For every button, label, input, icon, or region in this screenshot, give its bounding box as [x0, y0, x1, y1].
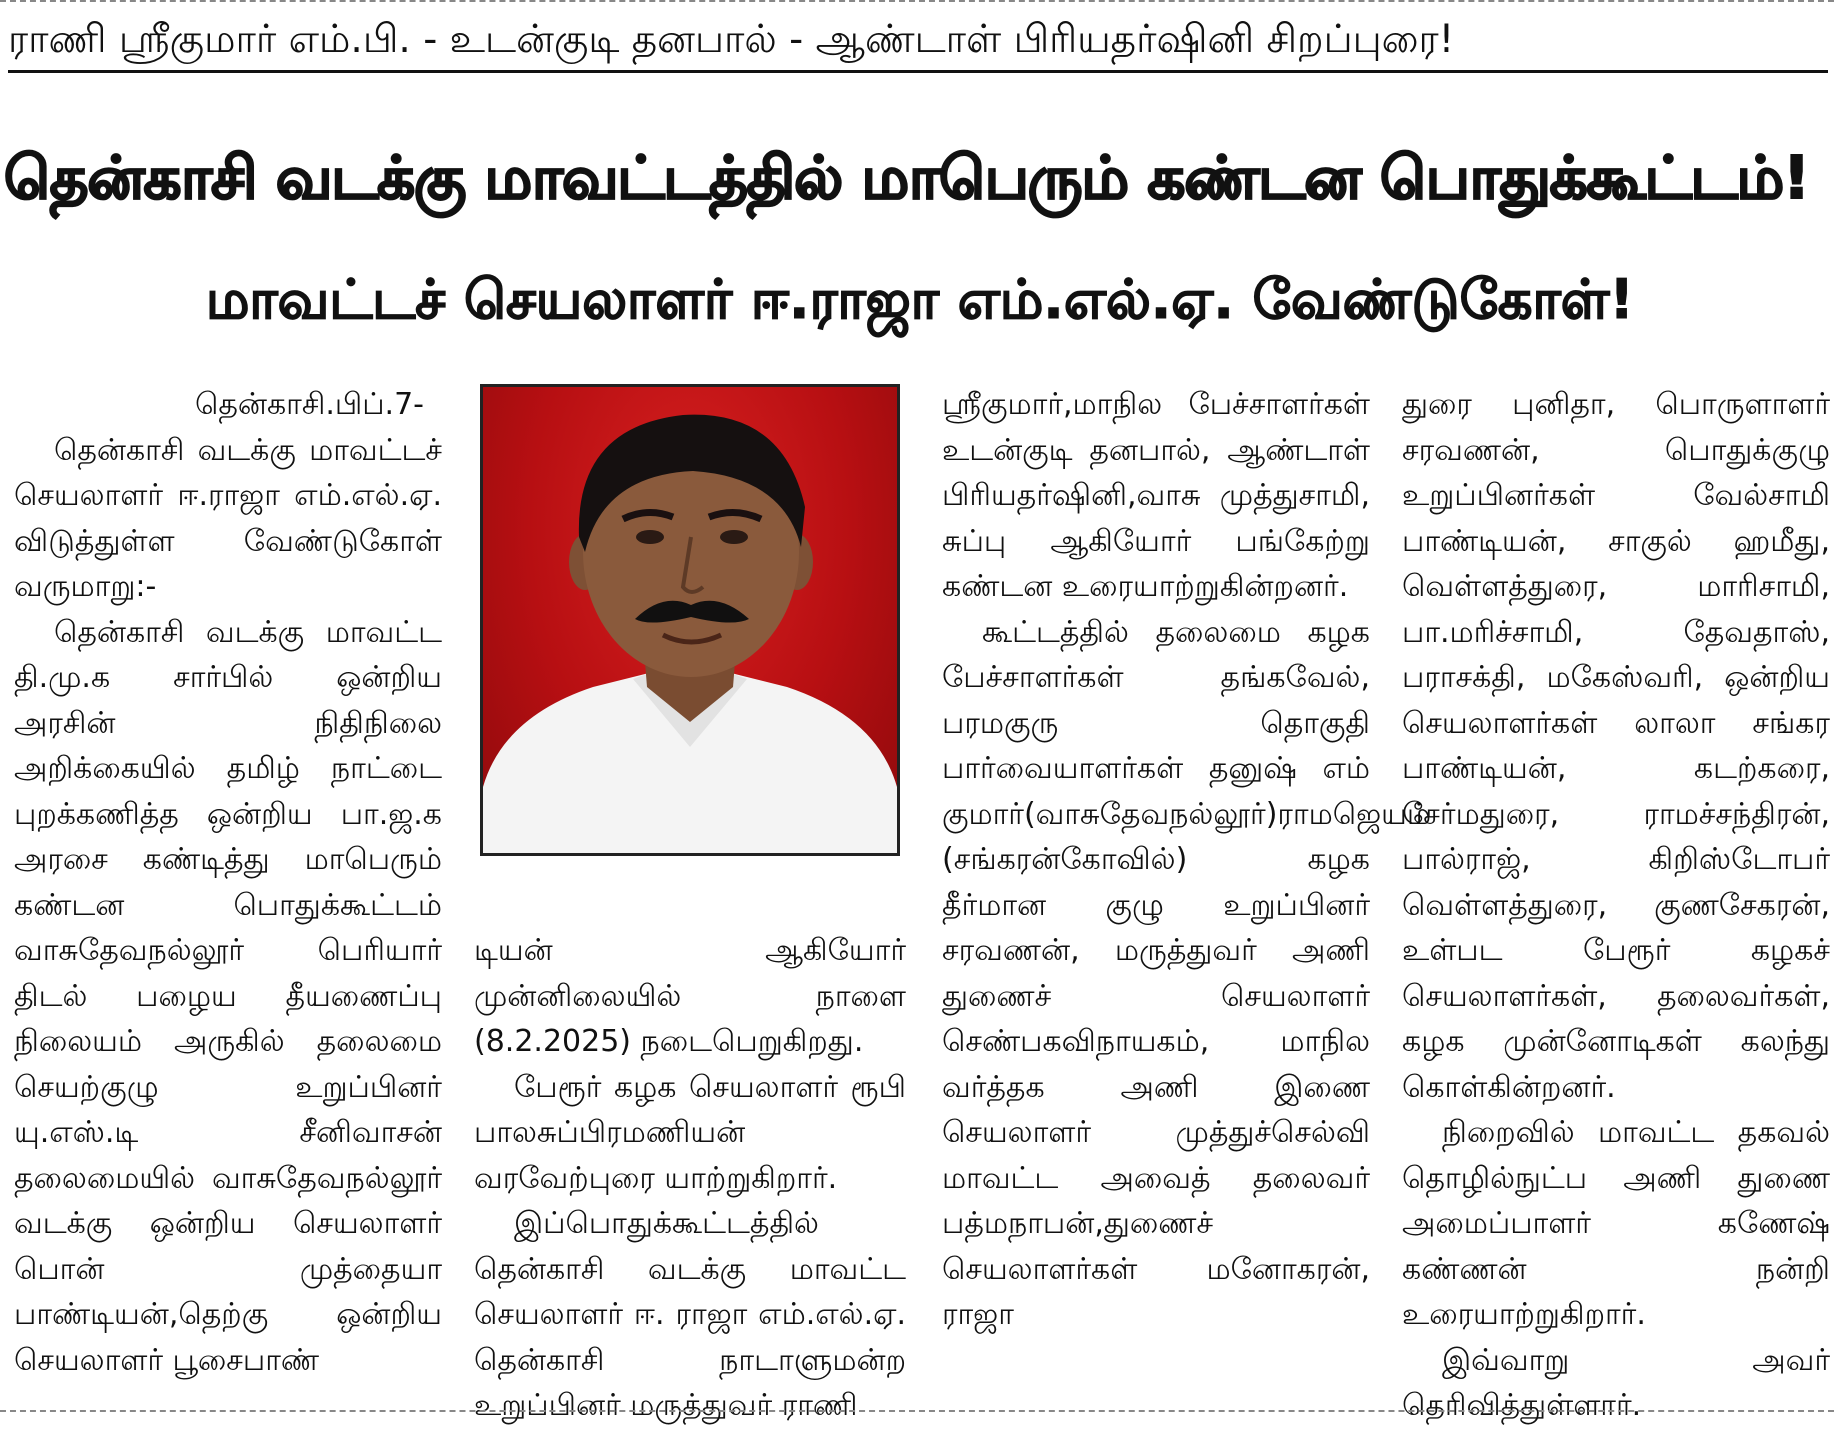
- subheadline: மாவட்டச் செயலாளர் ஈ.ராஜா எம்.எல்.ஏ. வேண்டுகோள்!: [205, 268, 1635, 331]
- portrait-photo: [480, 384, 900, 856]
- paragraph: தென்காசி வடக்கு மாவட்ட தி.மு.க சார்பில் ஒன்றிய அரசின் நிதிநிலை அறிக்கையில் தமிழ் நாட்டை புறக்கணித்த ஒன்றிய பா.ஜ.க அரசை கண்டித்து மாபெரும் கண்டன பொதுக்கூட்டம் வாசுதேவநல்லூர் பெரியார் திடல் பழைய தீயணைப்பு நிலையம் அருகில் தலைமை செயற்குழு உறுப்பினர் யு.எஸ்.டி சீனிவாசன் தலைமையில் வாசுதேவநல்லூர் வடக்கு ஒன்றிய செயலாளர் பொன் முத்தையா பாண்டியன்,தெற்கு ஒன்றிய செயலாளர் பூசைபாண்: [14, 614, 442, 1378]
- paragraph: நிறைவில் மாவட்ட தகவல் தொழில்நுட்ப அணி துணை அமைப்பாளர் கணேஷ் கண்ணன் நன்றி உரையாற்றுகிறார்.: [1402, 1115, 1830, 1332]
- portrait-illustration: [483, 387, 897, 853]
- article-column-1: [14, 382, 442, 1407]
- paragraph: ஸ்ரீகுமார்,மாநில பேச்சாளர்கள் உடன்குடி தனபால், ஆண்டாள் பிரியதர்ஷினி,வாசு முத்துசாமி, சுப்பு ஆகியோர் பங்கேற்று கண்டன உரையாற்றுகின்றனர்.: [942, 387, 1370, 604]
- kicker-line: ராணி ஸ்ரீகுமார் எம்.பி. - உடன்குடி தனபால் - ஆண்டாள் பிரியதர்ஷினி சிறப்புரை!: [8, 12, 1828, 73]
- paragraph: துரை புனிதா, பொருளாளர் சரவணன், பொதுக்குழு உறுப்பினர்கள் வேல்சாமி பாண்டியன், சாகுல் ஹமீது, வெள்ளத்துரை, மாரிசாமி, பா.மரிச்சாமி, தேவதாஸ், பராசக்தி, மகேஸ்வரி, ஒன்றிய செயலாளர்கள் லாலா சங்கர பாண்டியன், கடற்கரை, சேர்மதுரை, ராமச்சந்திரன், பால்ராஜ், கிறிஸ்டோபர் வெள்ளத்துரை, குணசேகரன், உள்பட பேரூர் கழகச் செயலாளர்கள், தலைவர்கள், கழக முன்னோடிகள் கலந்து கொள்கின்றனர்.: [1402, 387, 1830, 1105]
- headline: தென்காசி வடக்கு மாவட்டத்தில் மாபெரும் கண்டன பொதுக்கூட்டம்!: [4, 143, 1810, 212]
- paragraph: தென்காசி வடக்கு மாவட்டச் செயலாளர் ஈ.ராஜா எம்.எல்.ஏ. விடுத்துள்ள வேண்டுகோள் வருமாறு:-: [14, 432, 442, 604]
- paragraph: டியன் ஆகியோர் முன்னிலையில் நாளை (8.2.2025) நடைபெறுகிறது.: [474, 933, 906, 1059]
- dateline: தென்காசி.பிப்.7-: [194, 387, 424, 422]
- article-column-4: [1402, 382, 1830, 1423]
- paragraph: இப்பொதுக்கூட்டத்தில் தென்காசி வடக்கு மாவட்ட செயலாளர் ஈ. ராஜா எம்.எல்.ஏ. தென்காசி நாடாளுமன்ற உறுப்பினர் மருத்துவர் ராணி: [474, 1206, 906, 1423]
- paragraph: பேரூர் கழக செயலாளர் ரூபி பாலசுப்பிரமணியன் வரவேற்புரை யாற்றுகிறார்.: [474, 1069, 906, 1196]
- bottom-divider: [0, 1410, 1834, 1418]
- article-column-2: [474, 928, 906, 1423]
- paragraph: கூட்டத்தில் தலைமை கழக பேச்சாளர்கள் தங்கவேல், பரமகுரு தொகுதி பார்வையாளர்கள் தனுஷ் எம் குமார்(வாசுதேவநல்லூர்)ராமஜெயம் (சங்கரன்கோவில்) கழக தீர்மான குழு உறுப்பினர் சரவணன், மருத்துவர் அணி துணைச் செயலாளர் செண்பகவிநாயகம், மாநில வர்த்தக அணி இணை செயலாளர் முத்துச்செல்வி மாவட்ட அவைத் தலைவர் பத்மநாபன்,துணைச் செயலாளர்கள் மனோகரன், ராஜா: [942, 614, 1431, 1332]
- article-column-3: [942, 382, 1431, 1407]
- top-divider: [0, 0, 1834, 8]
- paragraph: இவ்வாறு அவர் தெரிவித்துள்ளார்.: [1402, 1342, 1830, 1423]
